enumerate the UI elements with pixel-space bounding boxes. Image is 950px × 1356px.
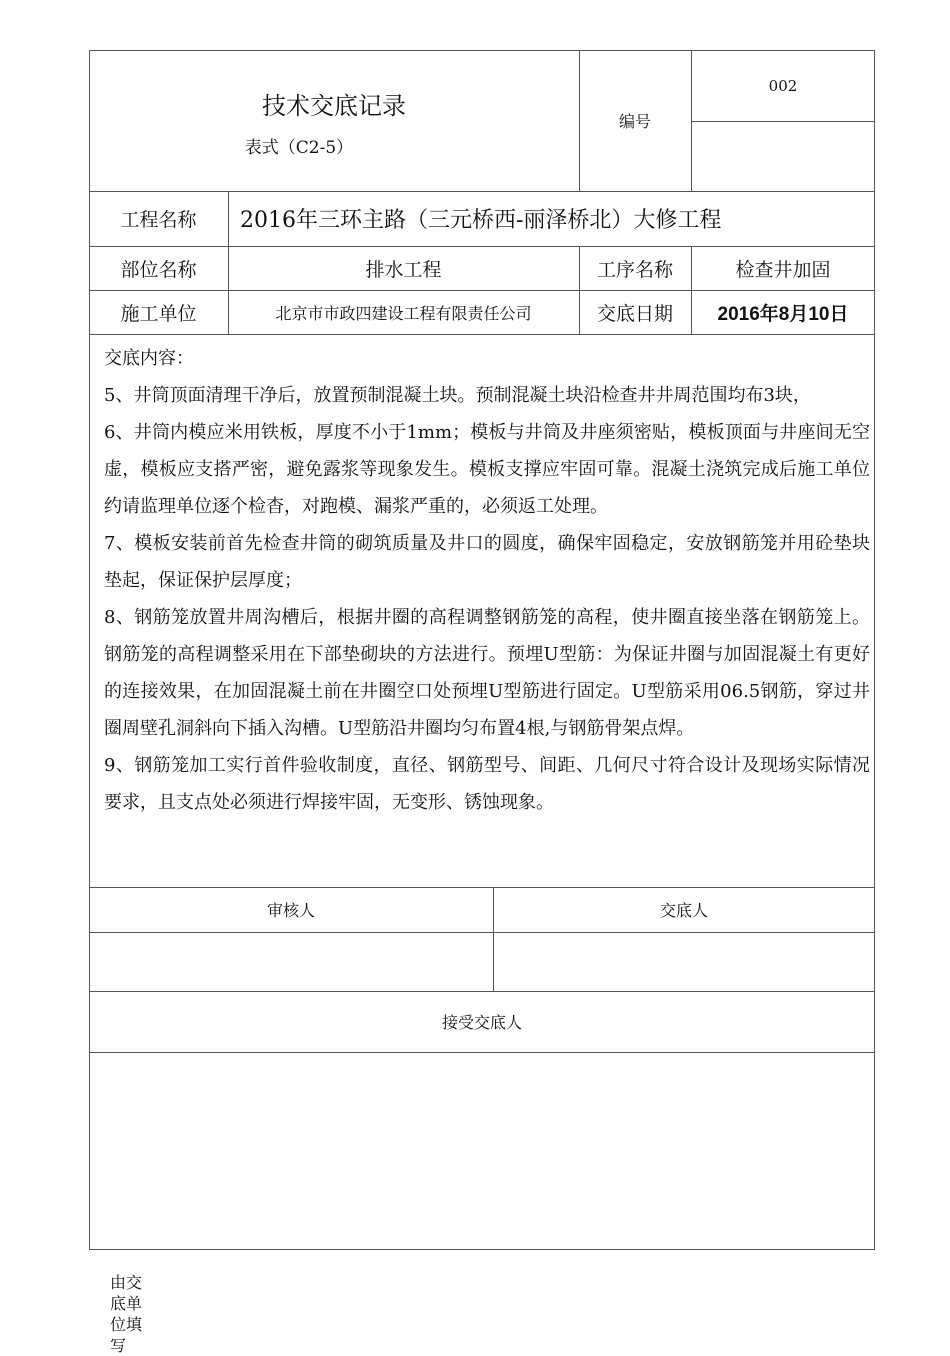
date-value: 2016年8月10日 bbox=[717, 303, 849, 325]
form-code: 表式（C2-5） bbox=[244, 137, 354, 158]
divider bbox=[89, 334, 875, 335]
content-item: 9、钢筋笼加工实行首件验收制度，直径、钢筋型号、间距、几何尺寸符合设计及现场实际情况要求，且支点处必须进行焊接牢固，无变形、锈蚀现象。 bbox=[104, 755, 870, 813]
presenter-label: 交底人 bbox=[659, 901, 708, 920]
part-name-label: 部位名称 bbox=[120, 258, 197, 281]
form-title: 技术交底记录 bbox=[262, 91, 406, 120]
number-value: 002 bbox=[768, 76, 798, 95]
part-name-value: 排水工程 bbox=[365, 258, 442, 281]
number-label: 编号 bbox=[618, 112, 651, 131]
presenter-signature-field[interactable] bbox=[493, 932, 875, 991]
reviewer-label: 审核人 bbox=[266, 901, 315, 920]
content-item: 7、模板安装前首先检查井筒的砌筑质量及井口的圆度，确保牢固稳定，安放钢筋笼并用砼垫块垫起，保证保护层厚度； bbox=[104, 533, 870, 591]
process-name-value: 检查井加固 bbox=[735, 258, 831, 281]
disclosure-content bbox=[104, 340, 870, 886]
content-item: 5、井筒顶面清理干净后，放置预制混凝土块。预制混凝土块沿检查井井周范围均布3块， bbox=[104, 385, 811, 406]
date-label: 交底日期 bbox=[596, 302, 673, 325]
contractor-value: 北京市市政四建设工程有限责任公司 bbox=[275, 303, 532, 323]
footnote: 由交底单位填写 bbox=[110, 1273, 143, 1355]
contractor-label: 施工单位 bbox=[120, 302, 197, 325]
receiver-label: 接受交底人 bbox=[441, 1013, 522, 1032]
process-name-label: 工序名称 bbox=[596, 258, 673, 281]
project-name-value: 2016年三环主路（三元桥西-丽泽桥北）大修工程 bbox=[240, 208, 722, 233]
number-value-blank bbox=[691, 121, 875, 191]
project-name-label: 工程名称 bbox=[120, 209, 197, 231]
content-item: 6、井筒内模应米用铁板，厚度不小于1mm；模板与井筒及井座须密贴，模板顶面与井座间无空虚，模板应支搭严密，避免露浆等现象发生。模板支撑应牢固可靠。混凝土浇筑完成后施工单位约请监理单位逐个检杳，对跑模、漏浆严重的，必须返工处理。 bbox=[104, 422, 870, 517]
receiver-signature-field[interactable] bbox=[89, 1052, 875, 1250]
content-item: 8、钢筋笼放置井周沟槽后，根据井圈的高程调整钢筋笼的高程，使井圈直接坐落在钢筋笼上。钢筋笼的高程调整采用在下部垫砌块的方法进行。预埋U型筋：为保证井圈与加固混凝土有更好的连接效果，在加固混凝土前在井圈空口处预埋U型筋进行固定。U型筋采用06.5钢筋，穿过井圈周壁孔洞斜向下插入沟槽。U型筋沿井圈均匀布置4根,与钢筋骨架点焊。 bbox=[104, 607, 870, 739]
reviewer-signature-field[interactable] bbox=[89, 932, 493, 991]
content-heading: 交底内容： bbox=[104, 348, 194, 369]
